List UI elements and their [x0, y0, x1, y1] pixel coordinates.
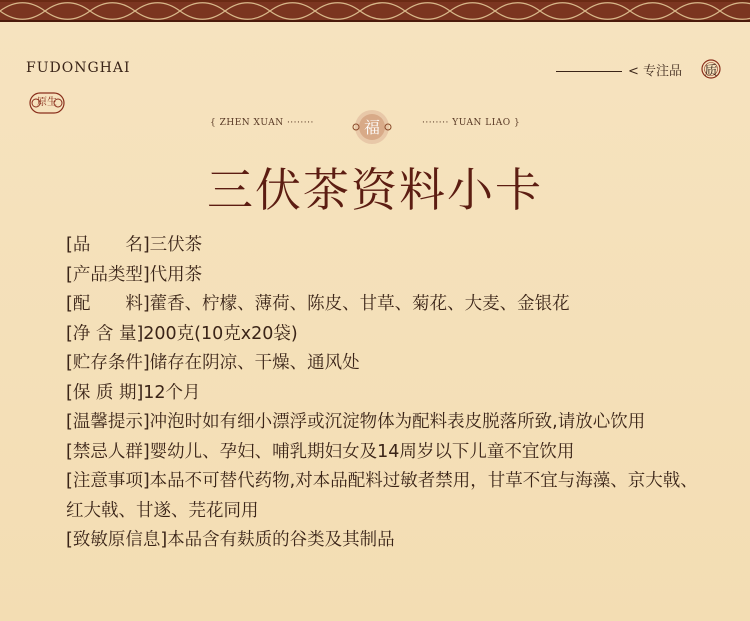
- info-label: [禁忌人群]: [66, 441, 150, 462]
- info-row-contraindications: [66, 438, 706, 468]
- page-title: 三伏茶资料小卡: [207, 163, 543, 217]
- info-row-allergens: [66, 526, 706, 556]
- info-value: 200克(10克x20袋): [143, 323, 298, 344]
- focus-slogan: < 专注品: [628, 64, 683, 79]
- info-label: [温馨提示]: [66, 412, 150, 432]
- info-row-name: [66, 231, 706, 261]
- info-value: 本品含有麸质的谷类及其制品: [167, 530, 395, 550]
- info-label: [贮存条件]: [66, 353, 150, 373]
- info-value: 储存在阴凉、干燥、通风处: [149, 353, 360, 373]
- quality-seal: [700, 58, 722, 80]
- info-row-tips: [66, 408, 706, 438]
- info-label: [产品类型]: [66, 264, 150, 285]
- info-label: [致敏原信息]: [66, 530, 168, 550]
- pattern-band-icon: [0, 0, 750, 22]
- info-row-type: [66, 261, 706, 291]
- motto-right-text: ········ YUAN LIAO }: [422, 118, 521, 128]
- motto-banner: [210, 105, 550, 145]
- seal-stamp: [29, 92, 65, 114]
- info-label: [配 料]: [66, 294, 150, 314]
- info-value: 婴幼儿、孕妇、哺乳期妇女及14周岁以下儿童不宜饮用: [149, 441, 575, 462]
- brand-name: FUDONGHAI: [26, 60, 131, 76]
- info-label: [注意事项]: [66, 471, 150, 491]
- quality-seal-text: 质: [704, 64, 718, 79]
- info-value: 藿香、柠檬、薄荷、陈皮、甘草、菊花、大麦、金银花: [149, 294, 570, 314]
- info-row-ingredients: [66, 290, 706, 320]
- info-row-net-content: [66, 320, 706, 350]
- info-list: [66, 231, 706, 556]
- info-value: 代用茶: [149, 264, 203, 285]
- info-label: [保 质 期]: [66, 382, 144, 403]
- info-value: 三伏茶: [149, 235, 203, 255]
- info-row-precautions: [66, 467, 706, 526]
- info-value: 本品不可替代药物,对本品配料过敏者禁用，甘草不宜与海藻、京大戟、红大戟、甘遂、芫花同用: [66, 471, 698, 521]
- info-row-storage: [66, 349, 706, 379]
- info-value: 冲泡时如有细小漂浮或沉淀物体为配料表皮脱落所致,请放心饮用: [149, 412, 646, 432]
- decorative-top-band: [0, 0, 750, 22]
- seal-stamp-text: 原生: [37, 97, 57, 108]
- info-value: 12个月: [143, 382, 201, 403]
- divider-line: [556, 71, 622, 72]
- info-label: [品 名]: [66, 235, 150, 255]
- info-label: [净 含 量]: [66, 323, 144, 344]
- motto-left-text: { ZHEN XUAN ········: [210, 118, 314, 128]
- fortune-character: 福: [363, 118, 380, 137]
- info-row-shelf-life: [66, 379, 706, 409]
